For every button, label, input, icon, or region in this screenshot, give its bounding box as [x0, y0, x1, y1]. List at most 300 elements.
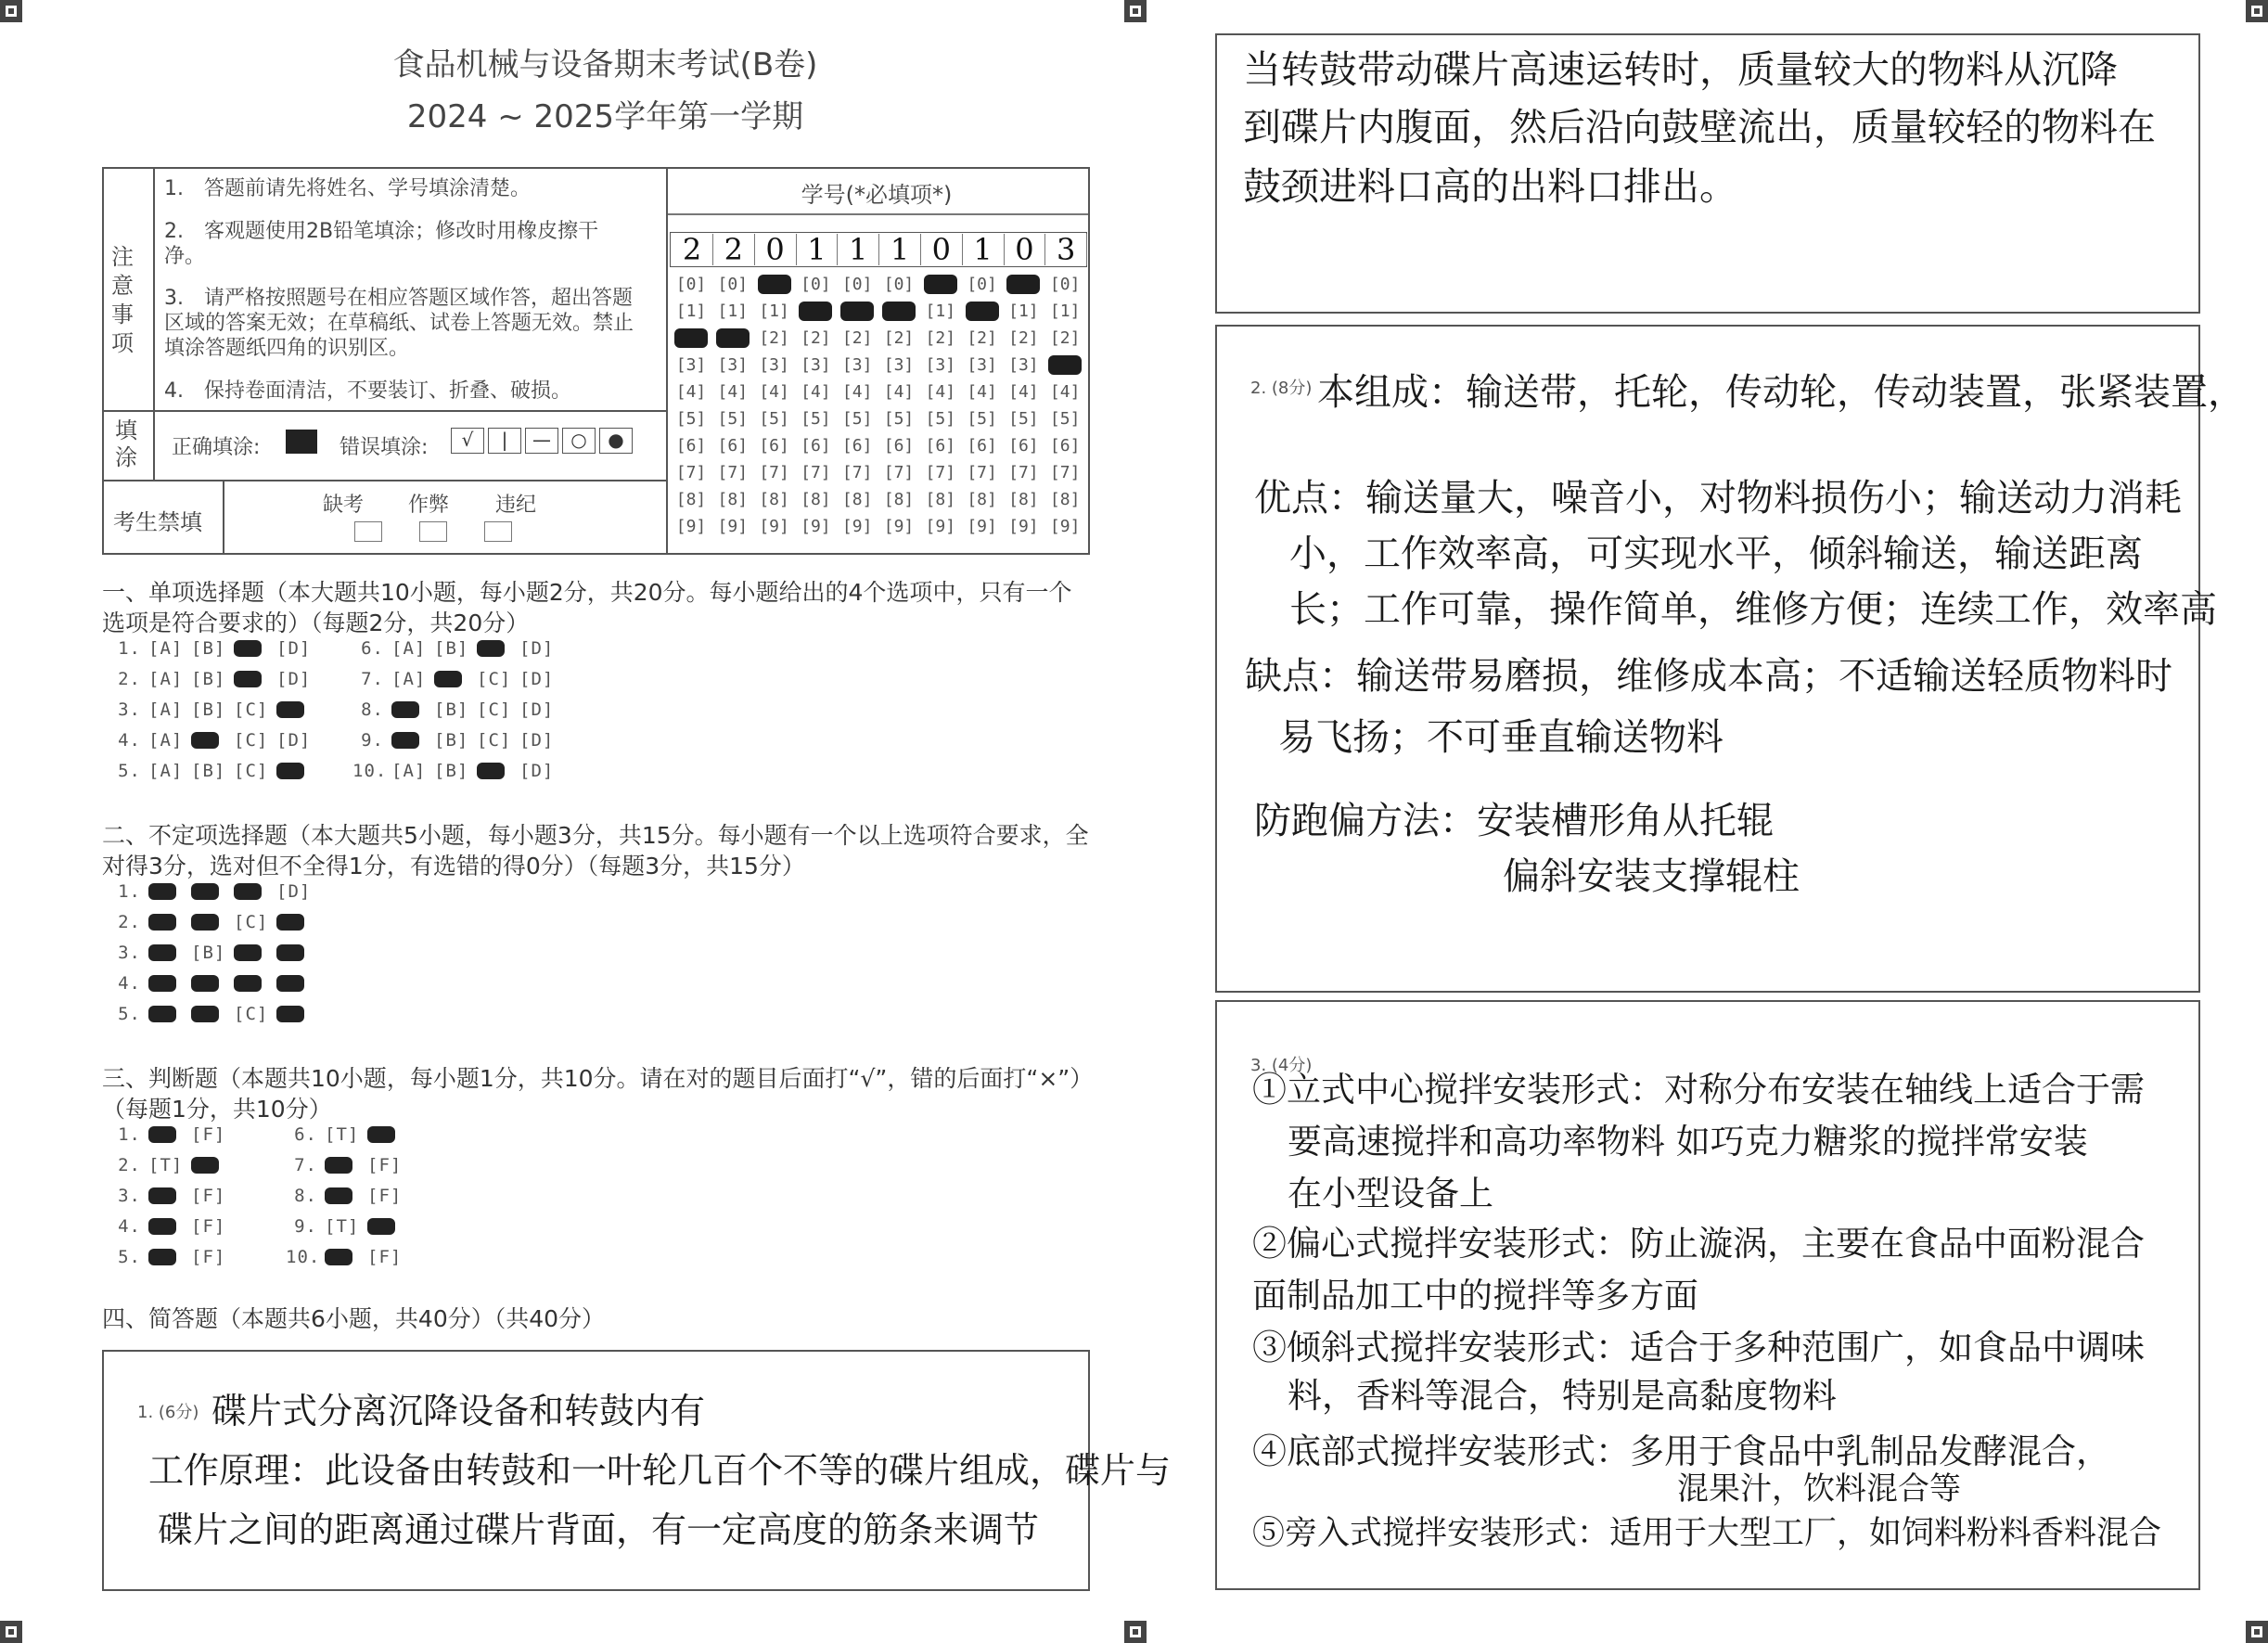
bubble-F[interactable]: [F] [191, 1124, 226, 1145]
id-bubble-3-3[interactable]: [3] [759, 355, 789, 375]
id-bubble-4-7[interactable]: [7] [801, 463, 831, 482]
filled-bubble-D[interactable] [276, 1006, 304, 1022]
id-bubble-9-2[interactable]: [2] [1008, 328, 1039, 348]
notice-item-1: 1. 答题前请先将姓名、学号填涂清楚。 [164, 177, 531, 200]
bubble-B[interactable]: [B] [191, 669, 226, 689]
notice-item-4: 4. 保持卷面清洁，不要装订、折叠、破损。 [164, 379, 571, 403]
bubble-D[interactable]: [D] [276, 669, 312, 689]
bubble-D[interactable]: [D] [519, 669, 555, 689]
notice-item-3: 3. 请严格按照题号在相应答题区域作答，超出答题区域的答案无效；在草稿纸、试卷上答题无效。禁止填涂答题纸四角的识别区。 [164, 287, 634, 360]
id-bubble-1-8[interactable]: [8] [675, 490, 707, 509]
id-bubble-3-4[interactable]: [4] [759, 382, 789, 402]
filled-bubble-A[interactable] [391, 701, 419, 718]
filled-bubble-F[interactable] [191, 1157, 219, 1174]
filled-bubble-B[interactable] [191, 732, 219, 749]
id-bubble-10-7[interactable]: [7] [1049, 463, 1081, 482]
q2-line-4: 长；工作可靠，操作简单，维修方便；连续工作，效率高 [1289, 588, 2217, 631]
question-number: 8. [294, 1186, 317, 1206]
id-bubble-2-8[interactable]: [8] [717, 490, 749, 509]
section3-header: 三、判断题（本题共10小题，每小题1分，共10分。请在对的题目后面打“√”，错的后面打“×”）（每题1分，共10分） [102, 1065, 1094, 1123]
q2-line-8: 偏斜安装支撑辊柱 [1503, 855, 1800, 898]
id-bubble-6-0[interactable]: [0] [883, 275, 915, 294]
true-false-q3[interactable] [109, 1186, 234, 1206]
id-bubble-1-0[interactable]: [0] [675, 275, 707, 294]
section4-header: 四、简答题（本题共6小题，共40分）（共40分） [102, 1305, 606, 1332]
q3-line-6: ③倾斜式搅拌安装形式：适合于多种范围广，如食品中调味 [1252, 1328, 2145, 1367]
single-choice-q4[interactable] [109, 730, 319, 751]
id-bubble-10-6[interactable]: [6] [1049, 436, 1081, 456]
student-id-column-9[interactable] [1004, 271, 1043, 540]
bubble-C[interactable]: [C] [477, 700, 512, 720]
bubble-T[interactable]: [T] [325, 1216, 360, 1237]
filled-bubble-A[interactable] [148, 975, 176, 992]
id-divider [666, 167, 668, 555]
bubble-A[interactable]: [A] [148, 669, 184, 689]
id-bubble-8-0[interactable]: [0] [967, 275, 997, 294]
filled-bubble-T[interactable] [148, 1218, 176, 1235]
filled-bubble-T[interactable] [148, 1249, 176, 1265]
id-bubble-8-5[interactable]: [5] [967, 409, 997, 429]
q3-line-9: 混果汁，饮料混合等 [1677, 1470, 1961, 1508]
q2-line-7: 防跑偏方法：安装槽形角从托辊 [1254, 800, 1774, 842]
single-choice-q10[interactable] [352, 761, 562, 781]
question-number: 4. [118, 1216, 141, 1237]
single-choice-q8[interactable] [352, 700, 562, 720]
id-bubble-5-3[interactable]: [3] [841, 355, 873, 375]
bubble-A[interactable]: [A] [148, 700, 184, 720]
q2-line-3: 小，工作效率高，可实现水平，倾斜输送，输送距离 [1289, 533, 2143, 575]
correct-fill-sample [286, 430, 317, 454]
multi-choice-q2[interactable] [109, 912, 319, 932]
id-bubble-7-1[interactable]: [1] [925, 302, 956, 321]
id-bubble-2-2[interactable] [716, 328, 750, 348]
filled-bubble-F[interactable] [367, 1126, 395, 1143]
id-bubble-2-4[interactable]: [4] [717, 382, 749, 402]
id-bubble-9-5[interactable]: [5] [1008, 409, 1039, 429]
bubble-D[interactable]: [D] [519, 761, 555, 781]
filled-bubble-B[interactable] [191, 975, 219, 992]
question-number: 4. [118, 730, 141, 751]
id-bubble-6-8[interactable]: [8] [883, 490, 915, 509]
question-number: 1. [118, 881, 141, 902]
student-id-digit-7: 0 [921, 234, 963, 265]
corner-marker-top-right [2246, 0, 2268, 22]
bubble-C[interactable]: [C] [234, 761, 269, 781]
question-number: 2. [118, 912, 141, 932]
id-bubble-10-5[interactable]: [5] [1049, 409, 1081, 429]
bubble-B[interactable]: [B] [191, 638, 226, 659]
student-id-label: 学号(*必填项*) [801, 182, 953, 208]
id-bubble-5-0[interactable]: [0] [841, 275, 873, 294]
q1-cont-line-3: 鼓颈进料口高的出料口排出。 [1243, 164, 1737, 209]
id-bubble-2-3[interactable]: [3] [717, 355, 749, 375]
true-false-q2[interactable] [109, 1155, 234, 1175]
student-id-column-6[interactable] [879, 271, 918, 540]
id-bubble-1-6[interactable]: [6] [675, 436, 707, 456]
bubble-T[interactable]: [T] [148, 1155, 184, 1175]
id-bubble-9-4[interactable]: [4] [1008, 382, 1039, 402]
filled-bubble-F[interactable] [367, 1218, 395, 1235]
true-false-q1[interactable] [109, 1124, 234, 1145]
q3-line-7: 料，香料等混合，特别是高黏度物料 [1288, 1376, 1837, 1416]
bubble-B[interactable]: [B] [191, 700, 226, 720]
q2-line-5: 缺点：输送带易磨损，维修成本高；不适输送轻质物料时 [1245, 655, 2172, 698]
id-bubble-3-0[interactable] [758, 275, 791, 294]
student-id-digit-8: 1 [963, 234, 1005, 265]
q1-line-2: 工作原理：此设备由转鼓和一叶轮几百个不等的碟片组成，碟片与 [148, 1450, 1172, 1491]
corner-marker-top-left [0, 0, 22, 22]
id-bubble-2-1[interactable]: [1] [717, 302, 749, 321]
question-number: 1. [118, 638, 141, 659]
student-id-column-3[interactable] [755, 271, 794, 540]
wrong-sample-check: √ [451, 428, 484, 454]
q1-cont-line-2: 到碟片内腹面，然后沿向鼓壁流出，质量较轻的物料在 [1243, 105, 2156, 149]
id-bubble-3-7[interactable]: [7] [759, 463, 789, 482]
question-number: 6. [294, 1124, 317, 1145]
id-bubble-9-3[interactable]: [3] [1008, 355, 1039, 375]
absent-checkbox[interactable] [354, 521, 382, 542]
filled-bubble-A[interactable] [391, 732, 419, 749]
row-divider-1 [102, 410, 666, 412]
id-bubble-7-7[interactable]: [7] [925, 463, 956, 482]
question-number: 1. [118, 1124, 141, 1145]
wrong-fill-samples [451, 428, 633, 454]
bubble-B[interactable]: [B] [191, 943, 226, 963]
q3-line-10: ⑤旁入式搅拌安装形式：适用于大型工厂，如饲料粉料香料混合 [1252, 1515, 2162, 1552]
id-bubble-10-3[interactable] [1048, 355, 1082, 375]
student-id-column-5[interactable] [838, 271, 877, 540]
id-bubble-7-4[interactable]: [4] [925, 382, 956, 402]
bubble-D[interactable]: [D] [519, 700, 555, 720]
id-bubble-9-6[interactable]: [6] [1008, 436, 1039, 456]
filled-bubble-C[interactable] [234, 944, 262, 961]
question-number: 3. [118, 700, 141, 720]
q1-cont-line-1: 当转鼓带动碟片高速运转时，质量较大的物料从沉降 [1243, 47, 2118, 92]
bubble-F[interactable]: [F] [191, 1247, 226, 1267]
filled-bubble-A[interactable] [148, 944, 176, 961]
id-bubble-2-5[interactable]: [5] [717, 409, 749, 429]
wrong-sample-dash: — [525, 428, 558, 454]
id-bubble-10-9[interactable]: [9] [1049, 517, 1081, 536]
id-bubble-1-4[interactable]: [4] [675, 382, 707, 402]
id-bubble-7-9[interactable]: [9] [925, 517, 956, 536]
bubble-C[interactable]: [C] [234, 700, 269, 720]
id-bubble-4-0[interactable]: [0] [801, 275, 831, 294]
id-bubble-1-1[interactable]: [1] [675, 302, 707, 321]
id-bubble-4-6[interactable]: [6] [801, 436, 831, 456]
filled-bubble-C[interactable] [234, 883, 262, 900]
true-false-q4[interactable] [109, 1216, 234, 1237]
id-bubble-8-2[interactable]: [2] [967, 328, 997, 348]
student-id-column-2[interactable] [713, 271, 752, 540]
true-false-q10[interactable] [286, 1247, 410, 1267]
q3-line-3: 在小型设备上 [1288, 1174, 1493, 1213]
filled-bubble-D[interactable] [276, 763, 304, 779]
id-bubble-7-0[interactable] [924, 275, 957, 294]
student-id-digit-6: 1 [879, 234, 921, 265]
id-bubble-5-7[interactable]: [7] [841, 463, 873, 482]
filled-bubble-D[interactable] [276, 944, 304, 961]
id-bubble-3-6[interactable]: [6] [759, 436, 789, 456]
violation-checkbox[interactable] [484, 521, 512, 542]
id-bubble-9-8[interactable]: [8] [1008, 490, 1039, 509]
bubble-F[interactable]: [F] [191, 1216, 226, 1237]
single-choice-q5[interactable] [109, 761, 319, 781]
filled-bubble-B[interactable] [434, 671, 462, 687]
id-bubble-4-1[interactable] [799, 302, 832, 321]
question-number: 3. [118, 1186, 141, 1206]
bubble-C[interactable]: [C] [234, 1004, 269, 1024]
id-bubble-4-4[interactable]: [4] [801, 382, 831, 402]
bubble-B[interactable]: [B] [434, 730, 469, 751]
student-id-digit-2: 2 [713, 234, 755, 265]
bubble-A[interactable]: [A] [391, 669, 427, 689]
wrong-sample-dot: ● [599, 428, 633, 454]
student-id-column-1[interactable] [672, 271, 711, 540]
question-number: 7. [294, 1155, 317, 1175]
id-bubble-2-7[interactable]: [7] [717, 463, 749, 482]
multi-choice-q4[interactable] [109, 973, 319, 994]
bubble-D[interactable]: [D] [276, 730, 312, 751]
bubble-A[interactable]: [A] [391, 638, 427, 659]
id-bubble-2-0[interactable]: [0] [717, 275, 749, 294]
student-id-column-7[interactable] [921, 271, 960, 540]
id-bubble-5-8[interactable]: [8] [841, 490, 873, 509]
bubble-B[interactable]: [B] [434, 700, 469, 720]
true-false-q8[interactable] [286, 1186, 410, 1206]
filled-bubble-D[interactable] [276, 975, 304, 992]
id-bubble-5-9[interactable]: [9] [841, 517, 873, 536]
id-bubble-4-8[interactable]: [8] [801, 490, 831, 509]
id-bubble-6-5[interactable]: [5] [883, 409, 915, 429]
id-bubble-6-1[interactable] [882, 302, 916, 321]
id-bubble-4-5[interactable]: [5] [801, 409, 831, 429]
bubble-C[interactable]: [C] [477, 669, 512, 689]
id-bubble-10-8[interactable]: [8] [1049, 490, 1081, 509]
id-bubble-8-8[interactable]: [8] [967, 490, 997, 509]
id-bubble-4-9[interactable]: [9] [801, 517, 831, 536]
wrong-sample-circle: ○ [562, 428, 596, 454]
id-bubble-4-3[interactable]: [3] [801, 355, 831, 375]
student-id-column-4[interactable] [796, 271, 835, 540]
question-number: 9. [294, 1216, 317, 1237]
id-bubble-5-5[interactable]: [5] [841, 409, 873, 429]
id-bubble-8-3[interactable]: [3] [967, 355, 997, 375]
question-number: 6. [361, 638, 384, 659]
row-divider-2 [102, 480, 666, 481]
bubble-C[interactable]: [C] [234, 912, 269, 932]
bubble-B[interactable]: [B] [434, 638, 469, 659]
q2-line-2: 优点：输送量大，噪音小，对物料损伤小；输送动力消耗 [1254, 477, 2182, 520]
id-bubble-4-2[interactable]: [2] [801, 328, 831, 348]
id-bubble-7-6[interactable]: [6] [925, 436, 956, 456]
filled-bubble-T[interactable] [325, 1187, 352, 1204]
bubble-F[interactable]: [F] [367, 1186, 403, 1206]
filled-bubble-B[interactable] [191, 914, 219, 931]
filled-bubble-B[interactable] [191, 1006, 219, 1022]
question-number: 7. [361, 669, 384, 689]
single-choice-q9[interactable] [352, 730, 562, 751]
id-bubble-8-7[interactable]: [7] [967, 463, 997, 482]
bubble-B[interactable]: [B] [434, 761, 469, 781]
forbid-divider [223, 480, 224, 555]
true-false-q6[interactable] [286, 1124, 410, 1145]
id-bubble-3-5[interactable]: [5] [759, 409, 789, 429]
q1-line-3: 碟片之间的距离通过碟片背面，有一定高度的筋条来调节 [158, 1509, 1040, 1550]
id-bubble-3-2[interactable]: [2] [759, 328, 789, 348]
absent-label: 缺考 [323, 494, 365, 517]
id-bubble-5-4[interactable]: [4] [841, 382, 873, 402]
student-id-digit-4: 1 [796, 234, 838, 265]
id-bubble-1-7[interactable]: [7] [675, 463, 707, 482]
id-bubble-5-6[interactable]: [6] [841, 436, 873, 456]
question-number: 10. [352, 761, 388, 781]
id-label-rule [668, 213, 1088, 215]
student-id-digit-9: 0 [1004, 234, 1045, 265]
bubble-C[interactable]: [C] [477, 730, 512, 751]
q2-label: 2. (8分) [1250, 379, 1313, 398]
id-bubble-7-5[interactable]: [5] [925, 409, 956, 429]
question-number: 5. [118, 1004, 141, 1024]
notice-label: 注意事项 [111, 244, 134, 356]
corner-marker-bottom-center [1124, 1621, 1147, 1643]
question-number: 2. [118, 1155, 141, 1175]
multi-choice-q1[interactable] [109, 881, 319, 902]
filled-bubble-D[interactable] [276, 914, 304, 931]
id-bubble-6-9[interactable]: [9] [883, 517, 915, 536]
id-bubble-5-2[interactable]: [2] [841, 328, 873, 348]
true-false-q5[interactable] [109, 1247, 234, 1267]
q2-line-6: 易飞扬；不可垂直输送物料 [1278, 716, 1723, 759]
bubble-F[interactable]: [F] [367, 1247, 403, 1267]
filled-bubble-A[interactable] [148, 1006, 176, 1022]
bubble-A[interactable]: [A] [148, 730, 184, 751]
filled-bubble-C[interactable] [477, 763, 505, 779]
q3-line-8: ④底部式搅拌安装形式：多用于食品中乳制品发酵混合， [1252, 1431, 2110, 1471]
single-choice-q3[interactable] [109, 700, 319, 720]
cheat-checkbox[interactable] [419, 521, 447, 542]
question-number: 5. [118, 761, 141, 781]
bubble-B[interactable]: [B] [191, 761, 226, 781]
id-bubble-3-1[interactable]: [1] [759, 302, 789, 321]
id-bubble-3-8[interactable]: [8] [759, 490, 789, 509]
id-bubble-6-3[interactable]: [3] [883, 355, 915, 375]
true-false-q9[interactable] [286, 1216, 410, 1237]
id-bubble-1-5[interactable]: [5] [675, 409, 707, 429]
bubble-F[interactable]: [F] [191, 1186, 226, 1206]
q3-label: 3. (4分) [1250, 1056, 1313, 1075]
filled-bubble-C[interactable] [234, 671, 262, 687]
bubble-D[interactable]: [D] [276, 638, 312, 659]
filled-bubble-C[interactable] [234, 640, 262, 657]
filled-bubble-B[interactable] [191, 883, 219, 900]
multi-choice-q3[interactable] [109, 943, 319, 963]
bubble-A[interactable]: [A] [148, 761, 184, 781]
id-bubble-9-7[interactable]: [7] [1008, 463, 1039, 482]
id-bubble-10-4[interactable]: [4] [1049, 382, 1081, 402]
id-bubble-1-3[interactable]: [3] [675, 355, 707, 375]
correct-fill-label: 正确填涂: [172, 436, 261, 459]
id-bubble-6-7[interactable]: [7] [883, 463, 915, 482]
wrong-sample-bar: | [488, 428, 521, 454]
id-bubble-7-3[interactable]: [3] [925, 355, 956, 375]
q3-line-2: 要高速搅拌和高功率物料 如巧克力糖浆的搅拌常安装 [1288, 1122, 2088, 1162]
id-bubble-7-2[interactable]: [2] [925, 328, 956, 348]
q1-label: 1. (6分) [137, 1403, 199, 1422]
id-bubble-6-4[interactable]: [4] [883, 382, 915, 402]
id-bubble-3-9[interactable]: [9] [759, 517, 789, 536]
bubble-D[interactable]: [D] [276, 881, 312, 902]
true-false-q7[interactable] [286, 1155, 410, 1175]
id-bubble-2-6[interactable]: [6] [717, 436, 749, 456]
notice-item-2: 2. 客观题使用2B铅笔填涂；修改时用橡皮擦干净。 [164, 220, 599, 268]
student-id-column-8[interactable] [963, 271, 1002, 540]
id-bubble-10-0[interactable]: [0] [1049, 275, 1081, 294]
id-bubble-8-6[interactable]: [6] [967, 436, 997, 456]
bubble-A[interactable]: [A] [391, 761, 427, 781]
id-bubble-6-2[interactable]: [2] [883, 328, 915, 348]
q3-line-4: ②偏心式搅拌安装形式：防止漩涡，主要在食品中面粉混合 [1252, 1224, 2145, 1264]
student-id-digit-1: 2 [672, 234, 713, 265]
bubble-D[interactable]: [D] [519, 638, 555, 659]
id-bubble-9-9[interactable]: [9] [1008, 517, 1039, 536]
bubble-D[interactable]: [D] [519, 730, 555, 751]
id-bubble-8-1[interactable] [966, 302, 999, 321]
filled-bubble-D[interactable] [276, 701, 304, 718]
bubble-C[interactable]: [C] [234, 730, 269, 751]
id-bubble-6-6[interactable]: [6] [883, 436, 915, 456]
violation-label: 违纪 [495, 494, 537, 517]
question-number: 3. [118, 943, 141, 963]
forbid-label: 考生禁填 [113, 509, 202, 535]
multi-choice-q5[interactable] [109, 1004, 319, 1024]
id-bubble-10-2[interactable]: [2] [1049, 328, 1081, 348]
bubble-A[interactable]: [A] [148, 638, 184, 659]
filled-bubble-A[interactable] [148, 883, 176, 900]
single-choice-q2[interactable] [109, 669, 319, 689]
q3-line-5: 面制品加工中的搅拌等多方面 [1252, 1276, 1698, 1316]
id-bubble-8-9[interactable]: [9] [967, 517, 997, 536]
filled-bubble-T[interactable] [325, 1157, 352, 1174]
fill-label: 填涂 [115, 417, 137, 470]
bubble-F[interactable]: [F] [367, 1155, 403, 1175]
single-choice-q1[interactable] [109, 638, 319, 659]
id-bubble-9-1[interactable]: [1] [1008, 302, 1039, 321]
filled-bubble-T[interactable] [148, 1187, 176, 1204]
single-choice-q7[interactable] [352, 669, 562, 689]
id-bubble-5-1[interactable] [840, 302, 874, 321]
exam-term: 2024 ~ 2025学年第一学期 [406, 98, 804, 135]
exam-title: 食品机械与设备期末考试(B卷) [392, 46, 818, 83]
bubble-T[interactable]: [T] [325, 1124, 360, 1145]
filled-bubble-A[interactable] [148, 914, 176, 931]
id-bubble-2-9[interactable]: [9] [717, 517, 749, 536]
filled-bubble-C[interactable] [477, 640, 505, 657]
id-bubble-8-4[interactable]: [4] [967, 382, 997, 402]
filled-bubble-C[interactable] [234, 975, 262, 992]
question-number: 10. [286, 1247, 321, 1267]
corner-marker-top-center [1124, 0, 1147, 22]
single-choice-q6[interactable] [352, 638, 562, 659]
id-bubble-9-0[interactable] [1006, 275, 1040, 294]
id-bubble-10-1[interactable]: [1] [1049, 302, 1081, 321]
id-bubble-1-2[interactable] [674, 328, 708, 348]
id-bubble-7-8[interactable]: [8] [925, 490, 956, 509]
filled-bubble-T[interactable] [325, 1249, 352, 1265]
filled-bubble-T[interactable] [148, 1126, 176, 1143]
id-bubble-1-9[interactable]: [9] [675, 517, 707, 536]
student-id-column-10[interactable] [1045, 271, 1084, 540]
